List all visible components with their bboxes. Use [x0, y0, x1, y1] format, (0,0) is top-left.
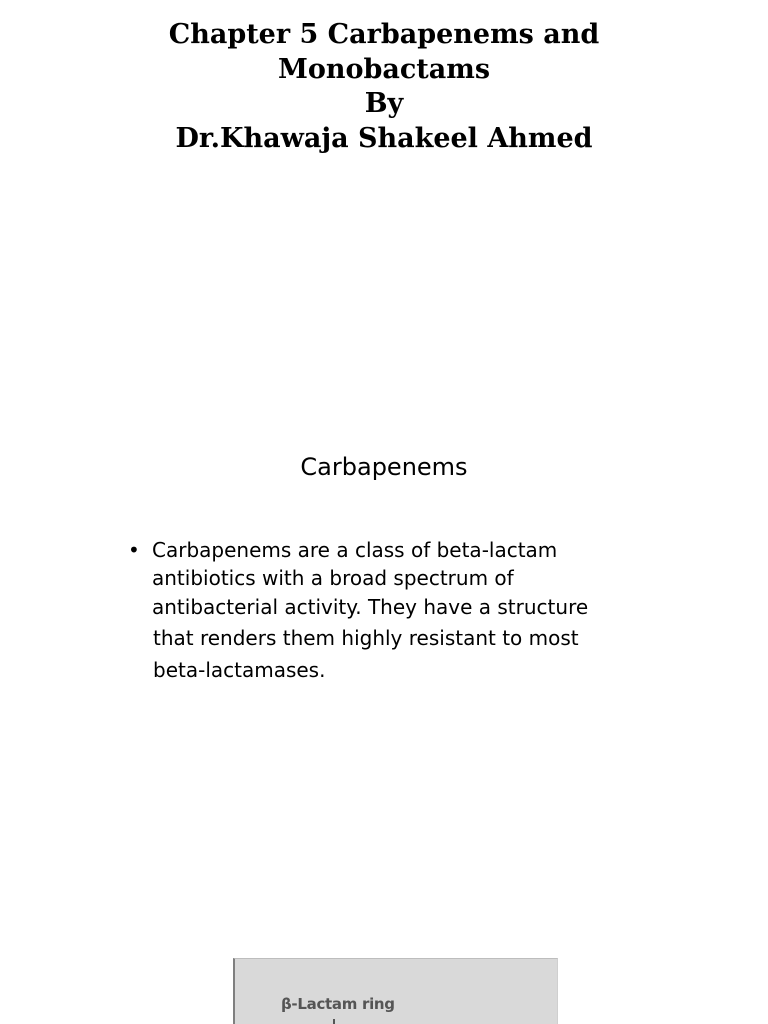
title-line: By [364, 88, 404, 119]
bullet-text-line: antibacterial activity. They have a structure [152, 595, 589, 619]
page-title [0, 18, 768, 156]
arrow-down-icon [333, 1019, 335, 1024]
bullet-text-line: beta-lactamases. [153, 658, 326, 682]
title-line: Monobactams [277, 53, 491, 85]
bullet-list [128, 536, 628, 686]
section-heading: Carbapenems [300, 453, 468, 481]
figure-label: β-Lactam ring [281, 995, 395, 1013]
bullet-text-line: that renders them highly resistant to most [153, 626, 579, 650]
author-line: Dr.Khawaja Shakeel Ahmed [175, 122, 593, 154]
bullet-icon: • [128, 538, 140, 562]
bullet-text-line: antibiotics with a broad spectrum of [152, 566, 514, 590]
structure-figure [233, 958, 558, 1024]
title-line: Chapter 5 Carbapenems and [168, 19, 600, 50]
list-item [128, 536, 628, 686]
bullet-text-line: Carbapenems are a class of beta-lactam [152, 538, 558, 562]
